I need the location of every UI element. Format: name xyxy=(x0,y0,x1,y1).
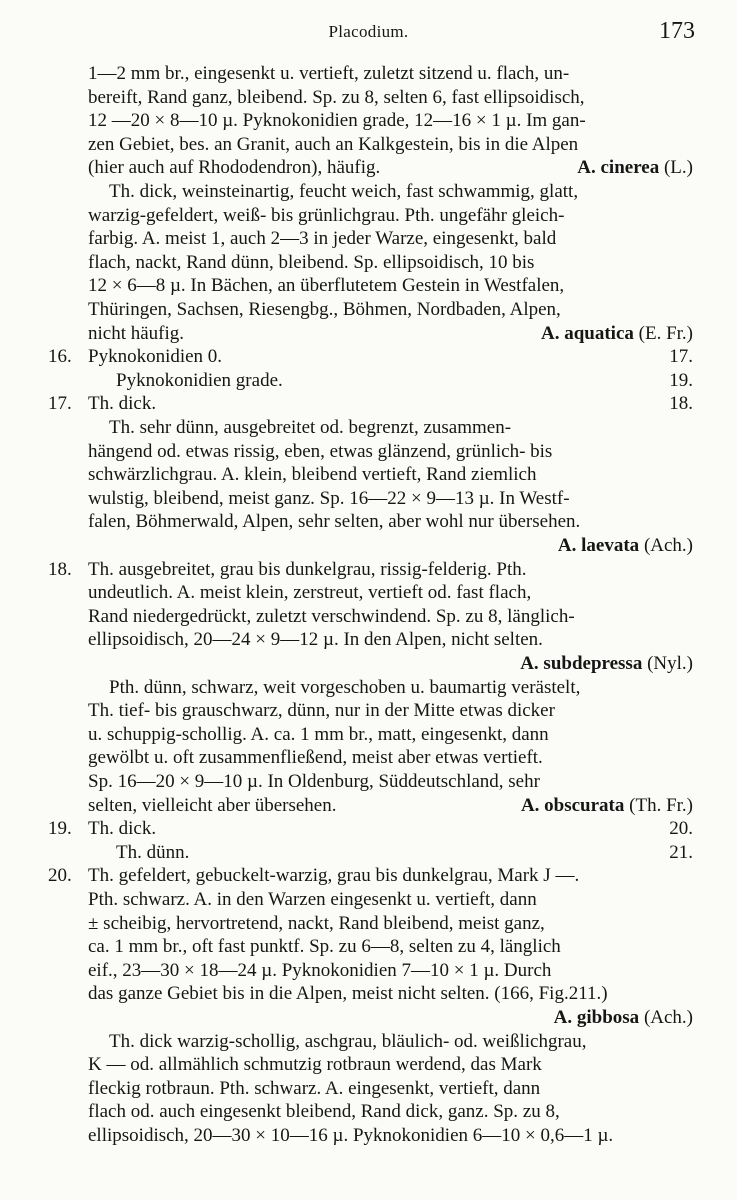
text-line xyxy=(0,912,737,936)
line-text: Thüringen, Sachsen, Riesengbg., Böhmen, Nordbaden, Alpen, xyxy=(88,299,561,320)
text-line xyxy=(0,699,737,723)
line-text: fleckig rotbraun. Pth. schwarz. A. eingesenkt, vertieft, dann xyxy=(88,1077,541,1099)
text-line xyxy=(0,1053,737,1077)
line-text: flach, nackt, Rand dünn, bleibend. Sp. ellipsoidisch, 10 bis xyxy=(88,251,535,273)
key-number: 20. xyxy=(48,865,72,887)
text-line xyxy=(0,1124,737,1148)
line-text: Rand niedergedrückt, zuletzt verschwindend. Sp. zu 8, länglich- xyxy=(88,605,575,627)
key-reference: 20. xyxy=(669,818,693,840)
line-text: schwärzlichgrau. A. klein, bleibend vertieft, Rand ziemlich xyxy=(88,464,537,486)
line-text: Th. tief- bis grauschwarz, dünn, nur in der Mitte etwas dicker xyxy=(88,700,555,722)
text-line xyxy=(0,723,737,747)
species-binomial: A. laevata xyxy=(557,535,640,556)
key-number: 17. xyxy=(48,393,72,415)
page-number: 173 xyxy=(659,18,695,44)
text-line xyxy=(0,62,737,86)
text-line xyxy=(0,888,737,912)
line-text: Th. dünn. xyxy=(116,841,190,863)
line-text: gewölbt u. oft zusammenfließend, meist aber etwas vertieft. xyxy=(88,747,543,769)
species-name xyxy=(558,534,693,558)
line-text: das ganze Gebiet bis in die Alpen, meist nicht selten. (166, Fig.211.) xyxy=(88,983,608,1005)
line-text: Th. dick warzig-schollig, aschgrau, bläulich- od. weißlichgrau, xyxy=(109,1030,587,1052)
text-line xyxy=(0,794,737,818)
line-text: falen, Böhmerwald, Alpen, sehr selten, aber wohl nur übersehen. xyxy=(88,511,581,533)
key-reference: 19. xyxy=(669,369,693,391)
text-line xyxy=(0,605,737,629)
species-name xyxy=(520,652,693,676)
text-line xyxy=(0,274,737,298)
line-text: warzig-gefeldert, weiß- bis grünlichgrau. Pth. ungefähr gleich- xyxy=(88,204,565,226)
line-text: ca. 1 mm br., oft fast punktf. Sp. zu 6—8, selten zu 4, länglich xyxy=(88,936,561,958)
line-text: ellipsoidisch, 20—24 × 9—12 µ. In den Alpen, nicht selten. xyxy=(88,629,543,651)
text-line xyxy=(0,227,737,251)
text-line xyxy=(0,676,737,700)
key-number: 18. xyxy=(48,558,72,580)
text-line xyxy=(0,652,737,676)
line-text: hängend od. etwas rissig, eben, etwas glänzend, grünlich- bis xyxy=(88,440,553,462)
text-line xyxy=(0,392,737,416)
line-text: flach od. auch eingesenkt bleibend, Rand dick, ganz. Sp. zu 8, xyxy=(88,1101,560,1123)
line-text: Th. dick. xyxy=(88,818,157,840)
line-text: ± scheibig, hervortretend, nackt, Rand bleibend, meist ganz, xyxy=(88,912,545,934)
text-line xyxy=(0,1077,737,1101)
text-line xyxy=(0,416,737,440)
key-number: 19. xyxy=(48,818,72,840)
text-line xyxy=(0,935,737,959)
text-line xyxy=(0,298,737,322)
species-name xyxy=(554,1006,693,1030)
line-text: Pth. dünn, schwarz, weit vorgeschoben u. baumartig verästelt, xyxy=(109,676,581,698)
text-line xyxy=(0,345,737,369)
species-binomial: A. subdepressa xyxy=(520,653,643,674)
species-binomial: A. gibbosa xyxy=(553,1007,640,1028)
key-reference: 17. xyxy=(669,346,693,368)
key-reference: 18. xyxy=(669,393,693,415)
text-line xyxy=(0,251,737,275)
species-author: (Ach.) xyxy=(643,1007,693,1028)
line-text: K — od. allmählich schmutzig rotbraun werdend, das Mark xyxy=(88,1054,542,1076)
text-line xyxy=(0,534,737,558)
text-line xyxy=(0,864,737,888)
line-text: ellipsoidisch, 20—30 × 10—16 µ. Pyknokonidien 6—10 × 0,6—1 µ. xyxy=(88,1125,614,1146)
text-line xyxy=(0,770,737,794)
line-text: bereift, Rand ganz, bleibend. Sp. zu 8, selten 6, fast ellipsoidisch, xyxy=(88,86,585,108)
text-line xyxy=(0,180,737,204)
species-author: (E. Fr.) xyxy=(638,322,693,344)
line-text: Pyknokonidien 0. xyxy=(88,346,223,368)
line-text: undeutlich. A. meist klein, zerstreut, vertieft od. fast flach, xyxy=(88,582,532,604)
species-name xyxy=(521,794,693,818)
line-text: zen Gebiet, bes. an Granit, auch an Kalkgestein, bis in die Alpen xyxy=(88,133,579,155)
text-line xyxy=(0,109,737,133)
text-line xyxy=(0,841,737,865)
text-line xyxy=(0,1030,737,1054)
text-line xyxy=(0,628,737,652)
species-name xyxy=(577,156,693,180)
species-binomial: A. aquatica xyxy=(540,322,634,344)
text-line xyxy=(0,982,737,1006)
text-line xyxy=(0,156,737,180)
text-line xyxy=(0,581,737,605)
line-text: nicht häufig. xyxy=(88,322,185,344)
text-line xyxy=(0,817,737,841)
line-text: farbig. A. meist 1, auch 2—3 in jeder Warze, eingesenkt, bald xyxy=(88,228,557,250)
text-line xyxy=(0,204,737,228)
text-line xyxy=(0,440,737,464)
text-line xyxy=(0,1006,737,1030)
text-line xyxy=(0,133,737,157)
text-line xyxy=(0,558,737,582)
text-line xyxy=(0,959,737,983)
line-text: 12 × 6—8 µ. In Bächen, an überflutetem Gestein in Westfalen, xyxy=(88,275,565,297)
running-header-title: Placodium. xyxy=(328,22,409,41)
text-line xyxy=(0,1100,737,1124)
species-binomial: A. obscurata xyxy=(520,794,625,816)
species-author: (Nyl.) xyxy=(647,653,693,674)
species-author: (L.) xyxy=(663,157,693,179)
text-line xyxy=(0,322,737,346)
line-text: u. schuppig-schollig. A. ca. 1 mm br., matt, eingesenkt, dann xyxy=(88,723,549,745)
line-text: Th. gefeldert, gebuckelt-warzig, grau bis dunkelgrau, Mark J —. xyxy=(88,865,580,887)
species-author: (Ach.) xyxy=(643,535,693,556)
species-binomial: A. cinerea xyxy=(577,157,660,179)
line-text: Sp. 16—20 × 9—10 µ. In Oldenburg, Süddeutschland, sehr xyxy=(88,771,540,792)
line-text: wulstig, bleibend, meist ganz. Sp. 16—22 × 9—13 µ. In Westf- xyxy=(88,487,570,509)
line-text: Th. ausgebreitet, grau bis dunkelgrau, rissig-felderig. Pth. xyxy=(88,558,527,580)
line-text: Th. dick. xyxy=(88,393,157,415)
text-line xyxy=(0,463,737,487)
text-line xyxy=(0,487,737,511)
line-text: 12 —20 × 8—10 µ. Pyknokonidien grade, 12—16 × 1 µ. Im gan- xyxy=(88,110,586,132)
text-line xyxy=(0,510,737,534)
line-text: Th. dick, weinsteinartig, feucht weich, fast schwammig, glatt, xyxy=(109,181,579,202)
line-text: selten, vielleicht aber übersehen. xyxy=(88,794,337,816)
species-name xyxy=(541,322,693,346)
line-text: (hier auch auf Rhododendron), häufig. xyxy=(88,157,381,179)
key-number: 16. xyxy=(48,346,72,368)
line-text: Th. sehr dünn, ausgebreitet od. begrenzt, zusammen- xyxy=(109,417,512,438)
line-text: eif., 23—30 × 18—24 µ. Pyknokonidien 7—10 × 1 µ. Durch xyxy=(88,959,552,981)
text-line xyxy=(0,86,737,110)
key-reference: 21. xyxy=(669,841,693,863)
text-line xyxy=(0,746,737,770)
line-text: 1—2 mm br., eingesenkt u. vertieft, zuletzt sitzend u. flach, un- xyxy=(88,63,570,84)
species-author: (Th. Fr.) xyxy=(629,794,693,816)
line-text: Pyknokonidien grade. xyxy=(116,369,283,391)
line-text: Pth. schwarz. A. in den Warzen eingesenkt u. vertieft, dann xyxy=(88,889,537,910)
text-line xyxy=(0,369,737,393)
